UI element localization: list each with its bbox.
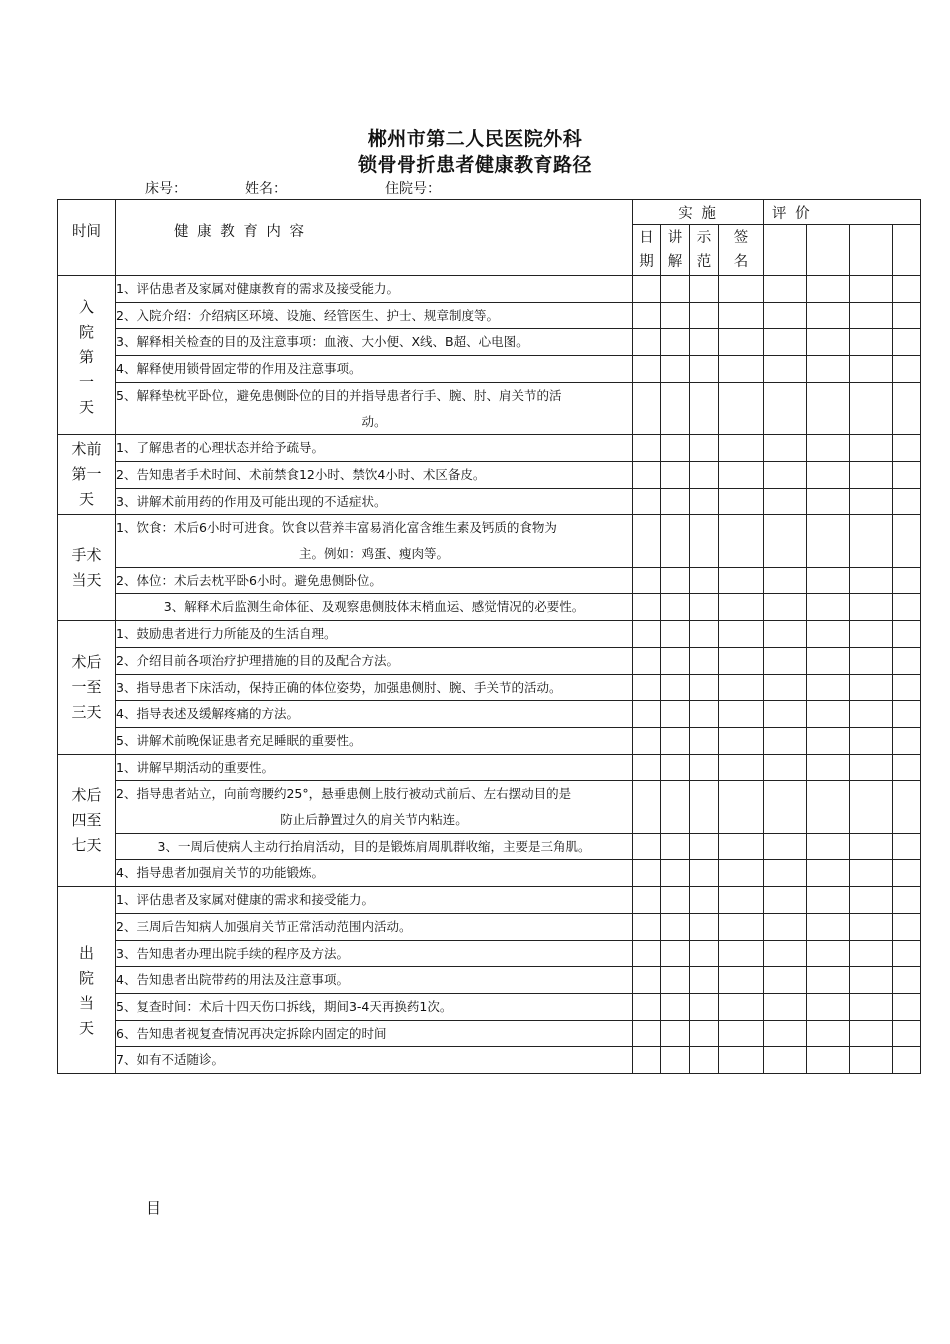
section-label-surgery-day: 手术 当天 xyxy=(58,515,116,621)
education-item: 2、告知患者手术时间、术前禁食12小时、禁饮4小时、术区备皮。 xyxy=(116,461,633,488)
education-item: 4、指导表述及缓解疼痛的方法。 xyxy=(116,701,633,728)
hospital-name: 郴州市第二人民医院外科 xyxy=(367,128,583,150)
table-row xyxy=(58,621,921,648)
table-row xyxy=(58,356,921,383)
table-row xyxy=(58,754,921,781)
table-row xyxy=(58,860,921,887)
education-item: 5、解释垫枕平卧位，避免患侧卧位的目的并指导患者行手、腕、肘、肩关节的活 动。 xyxy=(116,382,633,434)
sign-subheader: 签 名 xyxy=(719,225,764,276)
implementation-header: 实 施 xyxy=(633,200,764,225)
table-row xyxy=(58,940,921,967)
patient-name-label: 姓名： xyxy=(245,181,287,197)
education-item: 2、介绍目前各项治疗护理措施的目的及配合方法。 xyxy=(116,647,633,674)
education-item: 4、解释使用锁骨固定带的作用及注意事项。 xyxy=(116,356,633,383)
education-item: 4、告知患者出院带药的用法及注意事项。 xyxy=(116,967,633,994)
evaluation-header: 评 价 xyxy=(764,200,921,225)
table-row xyxy=(58,1020,921,1047)
education-item: 3、告知患者办理出院手续的程序及方法。 xyxy=(116,940,633,967)
table-row xyxy=(58,515,921,567)
section-label-postop-1-3: 术后 一至 三天 xyxy=(58,621,116,755)
table-row xyxy=(58,1047,921,1074)
table-row xyxy=(58,435,921,462)
table-row xyxy=(58,913,921,940)
education-item: 5、讲解术前晚保证患者充足睡眠的重要性。 xyxy=(116,727,633,754)
time-column-header: 时间 xyxy=(58,200,116,276)
education-path-table xyxy=(57,199,921,1074)
education-item: 3、解释相关检查的目的及注意事项：血液、大小便、X线、B超、心电图。 xyxy=(116,329,633,356)
table-row xyxy=(58,594,921,621)
table-row xyxy=(58,461,921,488)
education-item: 2、三周后告知病人加强肩关节正常活动范围内活动。 xyxy=(116,913,633,940)
bed-number-label: 床号： xyxy=(145,181,187,197)
section-label-postop-4-7: 术后 四至 七天 xyxy=(58,754,116,887)
table-row xyxy=(58,674,921,701)
table-row xyxy=(58,781,921,833)
table-row xyxy=(58,329,921,356)
table-row xyxy=(58,727,921,754)
education-item: 5、复查时间：术后十四天伤口拆线，期间3-4天再换药1次。 xyxy=(116,993,633,1020)
section-label-discharge: 出 院 当 天 xyxy=(58,887,116,1074)
education-item: 6、告知患者视复查情况再决定拆除内固定的时间 xyxy=(116,1020,633,1047)
table-row xyxy=(58,382,921,434)
table-header-row xyxy=(58,200,921,225)
date-subheader: 日 期 xyxy=(633,225,661,276)
explain-subheader: 讲 解 xyxy=(661,225,690,276)
table-row xyxy=(58,967,921,994)
education-item: 3、指导患者下床活动，保持正确的体位姿势，加强患侧肘、腕、手关节的活动。 xyxy=(116,674,633,701)
education-item: 2、入院介绍：介绍病区环境、设施、经管医生、护士、规章制度等。 xyxy=(116,302,633,329)
admission-number-label: 住院号： xyxy=(385,181,441,197)
table-row xyxy=(58,993,921,1020)
table-row xyxy=(58,833,921,860)
table-row xyxy=(58,647,921,674)
education-item: 3、讲解术前用药的作用及可能出现的不适症状。 xyxy=(116,488,633,515)
footer-mark: 目 xyxy=(146,1199,162,1217)
education-item: 1、评估患者及家属对健康教育的需求及接受能力。 xyxy=(116,276,633,303)
education-item: 2、指导患者站立，向前弯腰约25°，悬垂患侧上肢行被动式前后、左右摆动目的是 防止后静置过久的肩关节内粘连。 xyxy=(116,781,633,833)
demo-subheader: 示 范 xyxy=(690,225,719,276)
table-row xyxy=(58,302,921,329)
education-item: 1、评估患者及家属对健康的需求和接受能力。 xyxy=(116,887,633,914)
education-item: 3、解释术后监测生命体征、及观察患侧肢体末梢血运、感觉情况的必要性。 xyxy=(116,594,633,621)
table-row xyxy=(58,276,921,303)
section-label-preop: 术前 第一 天 xyxy=(58,435,116,515)
education-item: 1、鼓励患者进行力所能及的生活自理。 xyxy=(116,621,633,648)
content-column-header: 健 康 教 育 内 容 xyxy=(116,200,633,276)
section-label-admission: 入 院 第 一 天 xyxy=(58,276,116,435)
education-item: 1、了解患者的心理状态并给予疏导。 xyxy=(116,435,633,462)
education-item: 1、饮食：术后6小时可进食。饮食以营养丰富易消化富含维生素及钙质的食物为 主。例如：鸡蛋、瘦肉等。 xyxy=(116,515,633,567)
education-item: 4、指导患者加强肩关节的功能锻炼。 xyxy=(116,860,633,887)
education-item: 1、讲解早期活动的重要性。 xyxy=(116,754,633,781)
education-item: 3、一周后使病人主动行抬肩活动，目的是锻炼肩周肌群收缩，主要是三角肌。 xyxy=(116,833,633,860)
table-row xyxy=(58,887,921,914)
table-row xyxy=(58,701,921,728)
education-item: 2、体位：术后去枕平卧6小时。避免患侧卧位。 xyxy=(116,567,633,594)
page-title: 锁骨骨折患者健康教育路径 xyxy=(357,154,592,176)
table-row xyxy=(58,567,921,594)
education-item: 7、如有不适随诊。 xyxy=(116,1047,633,1074)
table-row xyxy=(58,488,921,515)
